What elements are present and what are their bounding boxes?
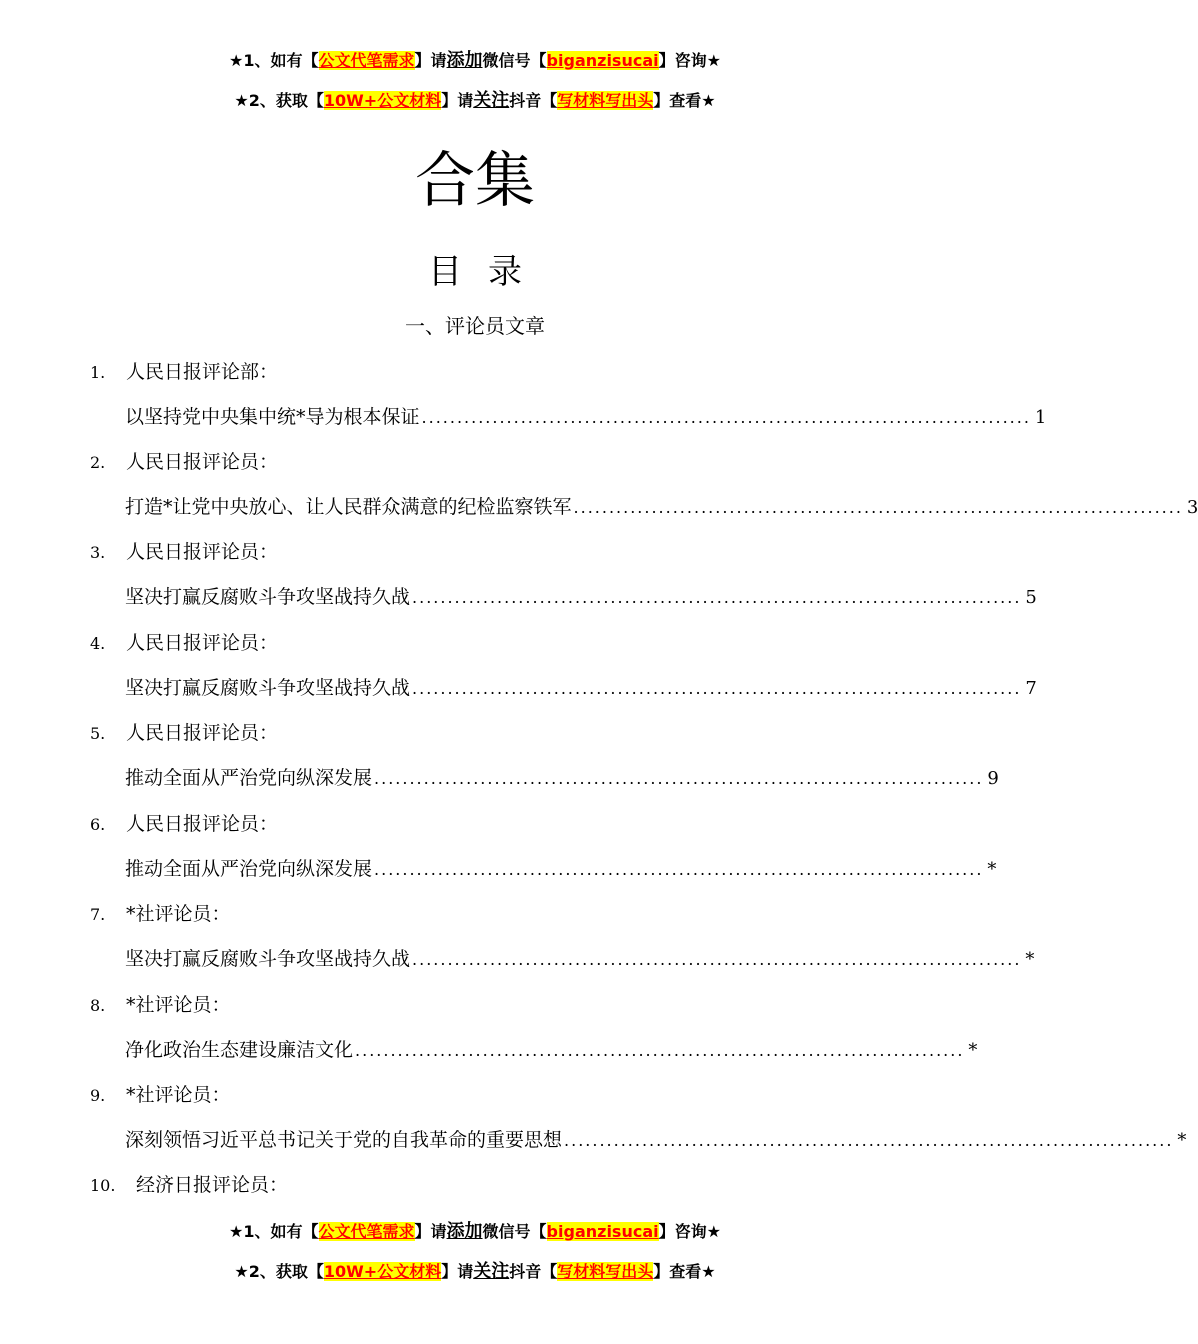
top-banner-line-2 <box>0 90 950 112</box>
article-title: 打造*让党中央放心、让人民群众满意的纪检监察铁军 <box>125 496 572 518</box>
bottom-banner-line-1 <box>0 1221 950 1243</box>
banner-emphasis: 关注 <box>473 1261 510 1282</box>
toc-entry-source: 5. 人民日报评论员： <box>90 722 279 744</box>
article-title: 坚决打赢反腐败斗争攻坚战持久战 <box>125 677 411 699</box>
article-title: 以坚持党中央集中统*导为根本保证 <box>125 406 420 428</box>
page-number: 1 <box>1034 407 1047 428</box>
banner-text: 】请 <box>441 1262 474 1281</box>
banner-suffix: 】查看★ <box>653 91 716 110</box>
page-number: * <box>1177 1130 1187 1151</box>
banner-emphasis: 添加 <box>446 1221 483 1242</box>
page-number: 9 <box>987 768 999 789</box>
article-title: 推动全面从严治党向纵深发展 <box>125 858 373 880</box>
banner-highlight: 公文代笔需求 <box>318 1222 415 1241</box>
banner-text: 微信号【 <box>482 51 547 70</box>
toc-entry-article[interactable]: 打造*让党中央放心、让人民群众满意的纪检监察铁军 ...................................................................................... 3 <box>125 494 849 521</box>
toc-entry-source: 9. *社评论员： <box>90 1084 231 1106</box>
top-banner-line-1 <box>0 50 950 72</box>
article-title: 净化政治生态建设廉洁文化 <box>125 1039 354 1061</box>
toc-entry-article[interactable]: 坚决打赢反腐败斗争攻坚战持久战 ...................................................................................... * <box>125 946 829 973</box>
page-number: * <box>987 859 997 880</box>
toc-entry-source: 7. *社评论员： <box>90 903 231 925</box>
banner-suffix: 】查看★ <box>653 1262 716 1281</box>
toc-entry-source: 8. *社评论员： <box>90 994 231 1016</box>
toc-entry-source: 6. 人民日报评论员： <box>90 813 279 835</box>
banner-text: 微信号【 <box>482 1222 547 1241</box>
toc-entry-article[interactable]: 坚决打赢反腐败斗争攻坚战持久战 ...................................................................................... 5 <box>125 584 849 611</box>
banner-highlight: 公文代笔需求 <box>318 51 415 70</box>
toc-entry-article[interactable]: 推动全面从严治党向纵深发展 ...................................................................................... 9 <box>125 765 849 792</box>
toc-heading: 目录 <box>428 252 548 292</box>
toc-entry-article[interactable]: 坚决打赢反腐败斗争攻坚战持久战 ...................................................................................... 7 <box>125 675 849 702</box>
document-title: 合集 <box>415 146 535 216</box>
toc-entry-article[interactable]: 以坚持党中央集中统*导为根本保证 ...................................................................................... 1 <box>125 404 849 431</box>
page-number: * <box>1025 949 1035 970</box>
toc-entry-source: 1. 人民日报评论部： <box>90 361 279 383</box>
banner-text: 】请 <box>414 51 447 70</box>
banner-suffix: 】咨询★ <box>658 51 721 70</box>
banner-text: 】请 <box>441 91 474 110</box>
banner-highlight: 10W+公文材料 <box>323 1262 442 1281</box>
banner-highlight: 10W+公文材料 <box>323 91 442 110</box>
toc-entry-source: 10. 经济日报评论员： <box>90 1174 289 1196</box>
banner-highlight: biganzisucai <box>546 51 659 70</box>
toc-entry-source: 2. 人民日报评论员： <box>90 451 279 473</box>
banner-prefix: ★2、获取【 <box>234 1262 324 1281</box>
section-heading: 一、评论员文章 <box>405 314 545 338</box>
banner-emphasis: 关注 <box>473 90 510 111</box>
page-number: 5 <box>1025 587 1037 608</box>
banner-prefix: ★2、获取【 <box>234 91 324 110</box>
article-title: 坚决打赢反腐败斗争攻坚战持久战 <box>125 948 411 970</box>
banner-suffix: 】咨询★ <box>658 1222 721 1241</box>
article-title: 推动全面从严治党向纵深发展 <box>125 767 373 789</box>
banner-text: 抖音【 <box>509 91 558 110</box>
banner-prefix: ★1、如有【 <box>229 1222 319 1241</box>
banner-text: 抖音【 <box>509 1262 558 1281</box>
page-number: 7 <box>1025 678 1037 699</box>
toc-entry-article[interactable]: 推动全面从严治党向纵深发展 ...................................................................................... * <box>125 856 829 883</box>
banner-text: 】请 <box>414 1222 447 1241</box>
banner-highlight: biganzisucai <box>546 1222 659 1241</box>
article-title: 坚决打赢反腐败斗争攻坚战持久战 <box>125 586 411 608</box>
bottom-banner-line-2 <box>0 1261 950 1283</box>
toc-entry-source: 3. 人民日报评论员： <box>90 541 279 563</box>
toc-entry-source: 4. 人民日报评论员： <box>90 632 279 654</box>
toc-entry-article[interactable]: 净化政治生态建设廉洁文化 ...................................................................................... * <box>125 1037 829 1064</box>
banner-prefix: ★1、如有【 <box>229 51 319 70</box>
banner-highlight: 写材料写出头 <box>557 91 654 110</box>
toc-entry-article[interactable]: 深刻领悟习近平总书记关于党的自我革命的重要思想 ...................................................................................... * <box>125 1127 829 1154</box>
banner-highlight: 写材料写出头 <box>557 1262 654 1281</box>
page-number: * <box>968 1040 978 1061</box>
article-title: 深刻领悟习近平总书记关于党的自我革命的重要思想 <box>125 1129 563 1151</box>
page-number: 3 <box>1186 497 1198 518</box>
banner-emphasis: 添加 <box>446 50 483 71</box>
